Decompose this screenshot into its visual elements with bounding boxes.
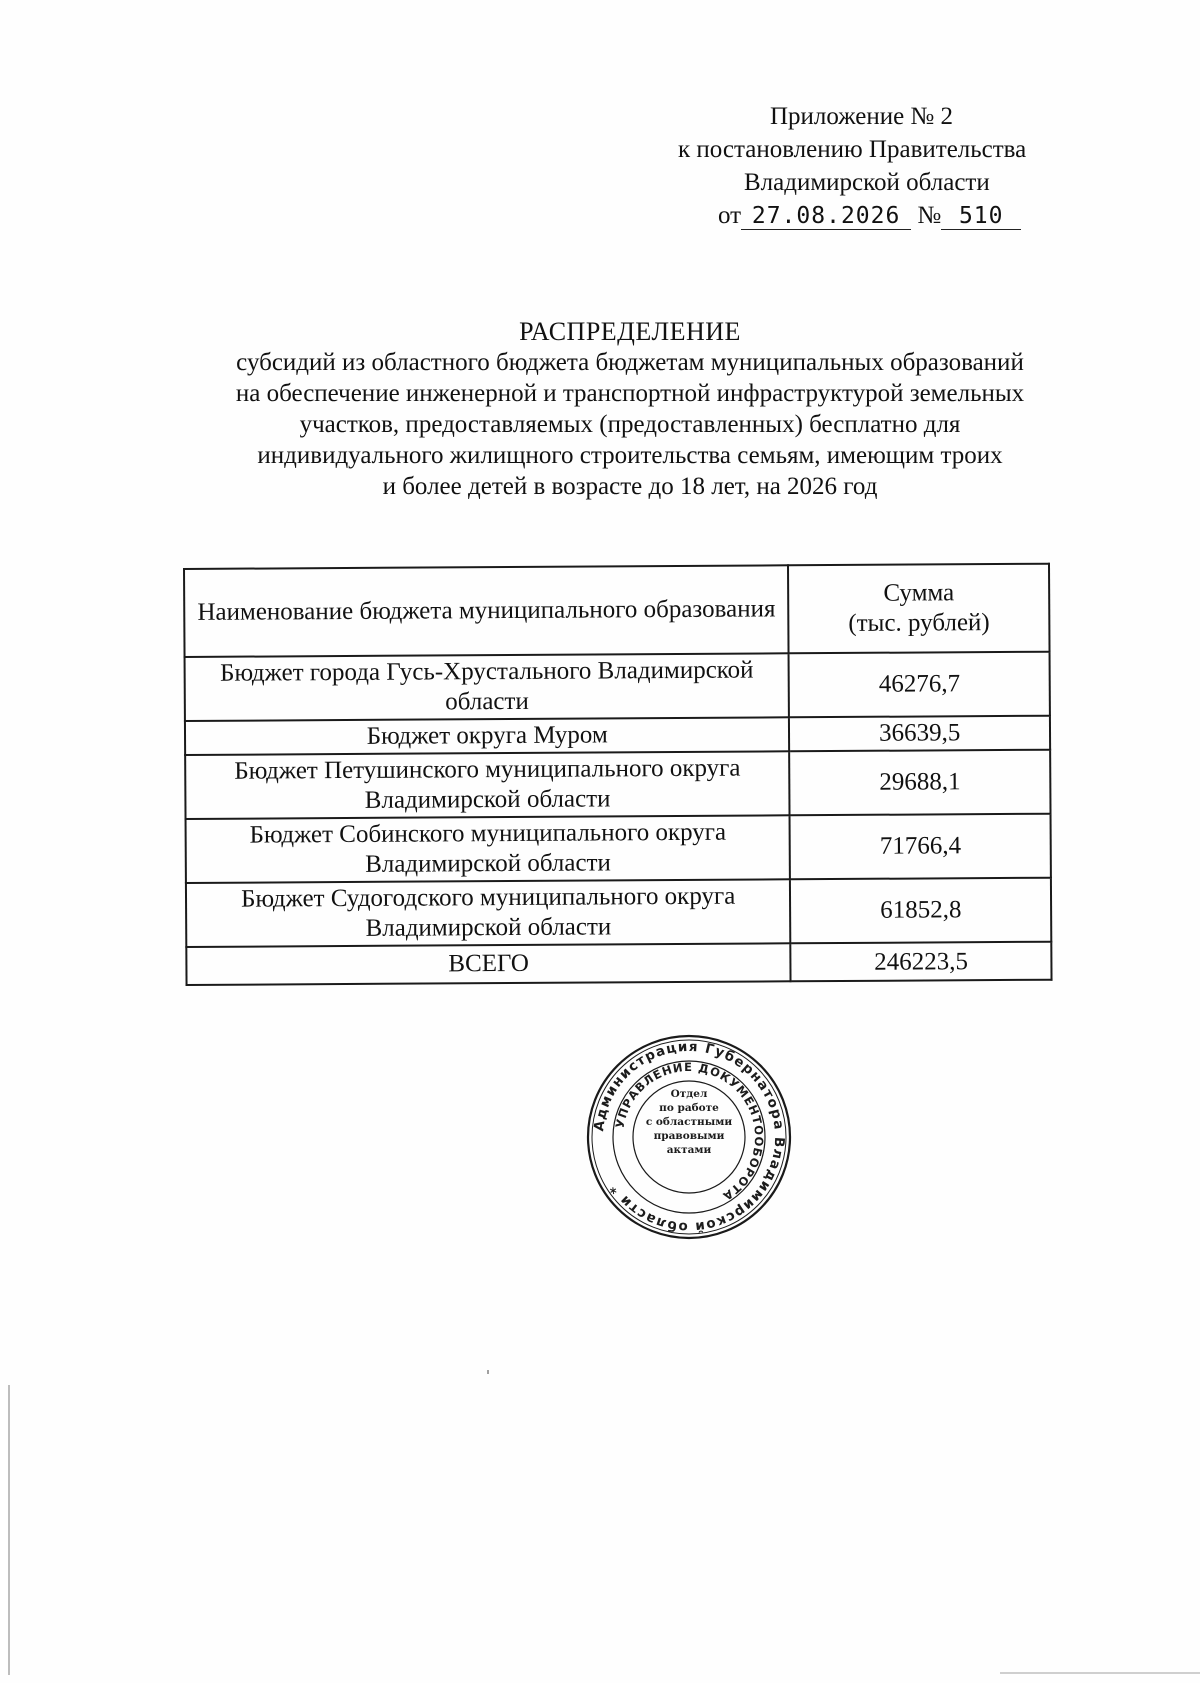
allocation-table — [183, 563, 1053, 986]
total-label-cell: ВСЕГО — [186, 943, 791, 985]
header-sum-cell — [788, 564, 1049, 654]
header-name-cell: Наименование бюджета муниципального образования — [184, 565, 789, 657]
seal-center-line: по работе — [659, 1102, 719, 1114]
row-sum-cell: 36639,5 — [789, 716, 1050, 752]
seal-center-line: правовыми — [653, 1130, 725, 1142]
row-name-cell: Бюджет округа Муром — [185, 717, 790, 755]
title-line-1: субсидий из областного бюджета бюджетам муниципальных образований — [236, 349, 1024, 376]
header-sum-label: Сумма — [883, 579, 955, 607]
row-name-cell: Бюджет города Гусь-Хрустального Владимирской области — [185, 653, 790, 721]
scan-edge-mark — [1000, 1672, 1200, 1674]
header-sum-unit: (тыс. рублей) — [848, 609, 990, 637]
table-row — [186, 878, 1051, 947]
title-line-4: индивидуального жилищного строительства семьям, имеющим троих — [257, 442, 1003, 469]
seal-center-text — [628, 1087, 750, 1157]
row-name-cell: Бюджет Судогодского муниципального округа Владимирской области — [186, 879, 791, 947]
document-title — [160, 316, 1100, 502]
resolution-reference: к постановлению Правительства — [678, 136, 1027, 163]
date-number-line — [640, 199, 1070, 232]
date-prefix: от — [718, 202, 742, 229]
table-header-row — [184, 564, 1050, 657]
seal-center-line: актами — [666, 1144, 712, 1156]
row-name-cell: Бюджет Петушинского муниципального округа Владимирской области — [185, 751, 790, 819]
number-prefix: № — [917, 202, 942, 229]
row-sum-cell: 29688,1 — [790, 750, 1051, 816]
row-sum-cell: 71766,4 — [790, 814, 1051, 880]
scan-dust-mark — [487, 1370, 489, 1374]
appendix-header — [640, 100, 1070, 232]
title-line-2: на обеспечение инженерной и транспортной инфраструктурой земельных — [235, 380, 1025, 407]
row-sum-cell: 46276,7 — [789, 652, 1050, 718]
seal-center-line: с областными — [645, 1116, 733, 1128]
row-sum-cell: 61852,8 — [790, 878, 1051, 944]
title-line-5: и более детей в возрасте до 18 лет, на 2026 год — [382, 473, 878, 500]
seal-center-line: Отдел — [670, 1088, 708, 1100]
table-row — [185, 652, 1050, 721]
total-sum-cell: 246223,5 — [791, 942, 1052, 982]
row-name-cell: Бюджет Собинского муниципального округа Владимирской области — [186, 815, 791, 883]
official-seal — [584, 1032, 794, 1242]
table-row — [185, 750, 1050, 819]
seal-outer-text: Администрация Губернатора Владимирской области * — [591, 1038, 788, 1236]
resolution-date: 27.08.2026 — [741, 203, 911, 230]
title-line-3: участков, предоставляемых (предоставленных) бесплатно для — [299, 411, 961, 438]
table-total-row — [186, 942, 1051, 985]
resolution-number: 510 — [941, 203, 1021, 230]
table-row — [186, 814, 1051, 883]
table-row — [185, 716, 1050, 755]
seal-inner-text: УПРАВЛЕНИЕ ДОКУМЕНТООБОРОТА — [612, 1059, 767, 1204]
region-name: Владимирской области — [744, 169, 990, 196]
scan-edge-mark — [8, 1385, 10, 1675]
appendix-number: Приложение № 2 — [770, 103, 954, 130]
title-heading: РАСПРЕДЕЛЕНИЕ — [519, 317, 741, 346]
